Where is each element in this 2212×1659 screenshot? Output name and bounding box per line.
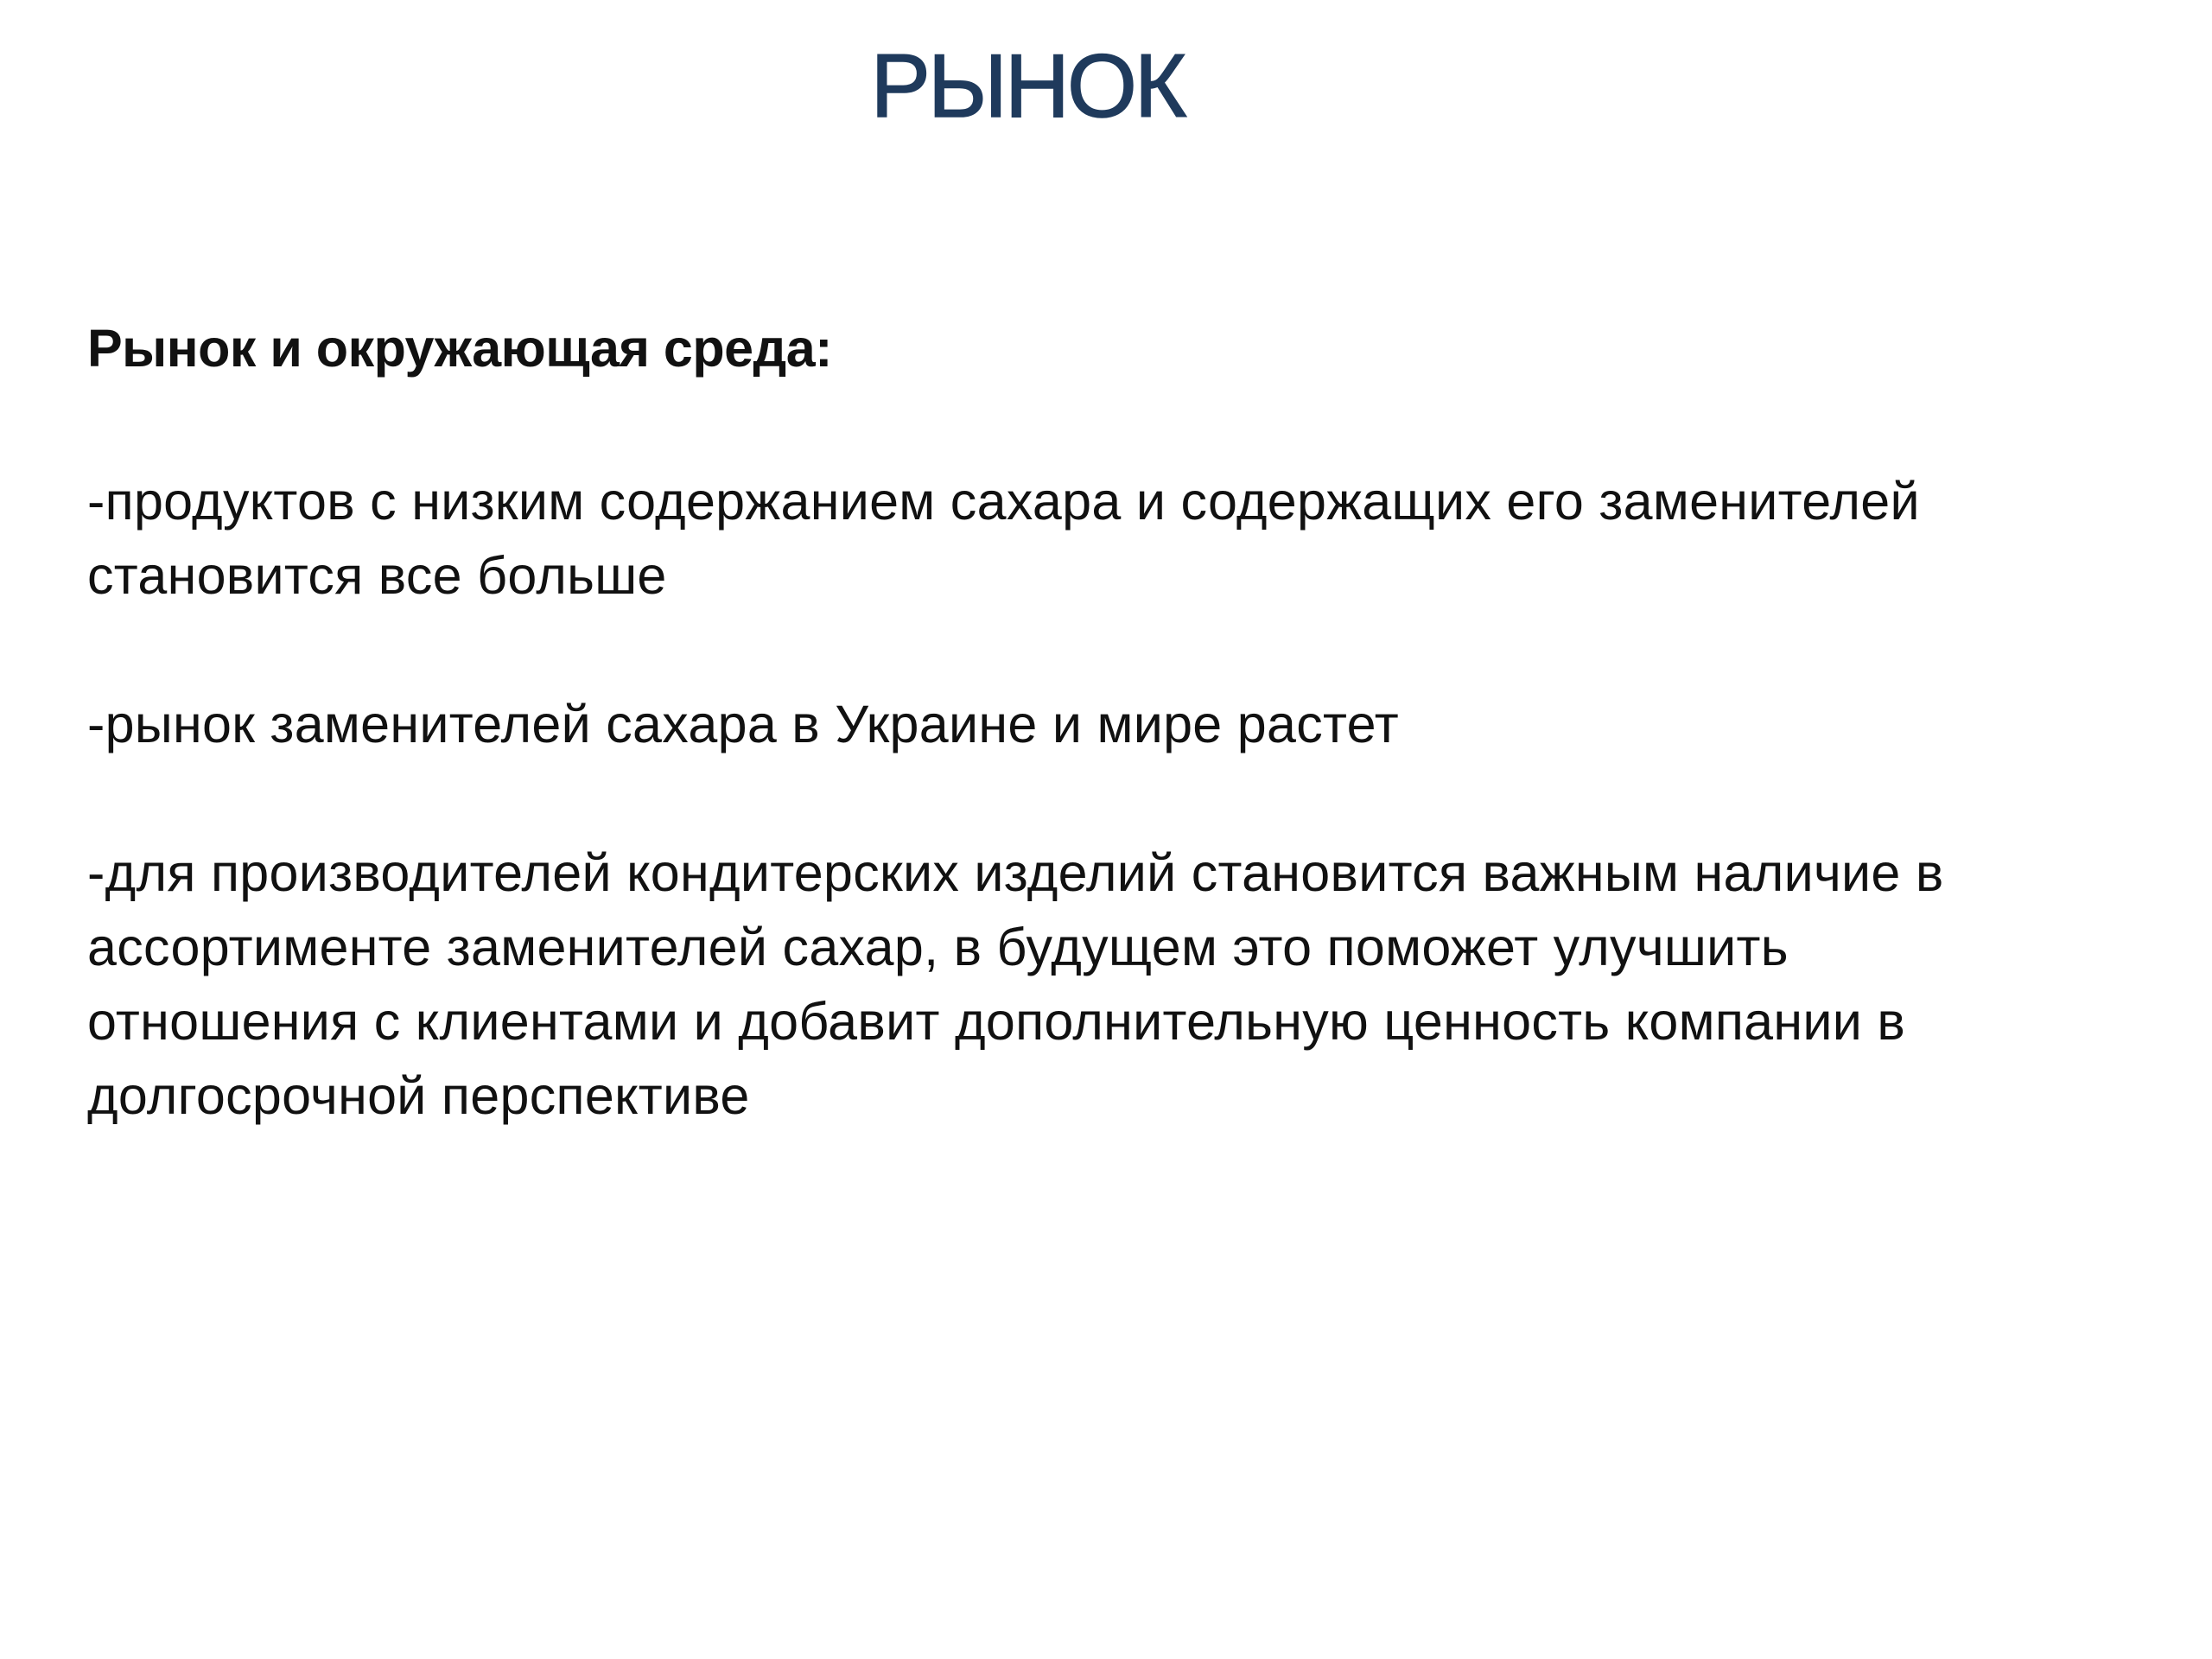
bullet-point: -продуктов с низким содержанием сахара и содержащих его заменителей становится все больше — [87, 472, 1920, 605]
section-heading: Рынок и окружающая среда: — [87, 319, 832, 378]
slide-content — [87, 315, 2126, 1133]
bullet-point: -для производителей кондитерских изделий становится важным наличие в ассортименте заменителей сахар, в будущем это поможет улучшить отношения с клиентами и добавит дополнительную ценность компании в долгосрочной перспективе — [87, 843, 1944, 1125]
bullet-point: -рынок заменителей сахара в Украине и мире растет — [87, 695, 1400, 753]
slide-title: РЫНОК — [870, 36, 1185, 137]
